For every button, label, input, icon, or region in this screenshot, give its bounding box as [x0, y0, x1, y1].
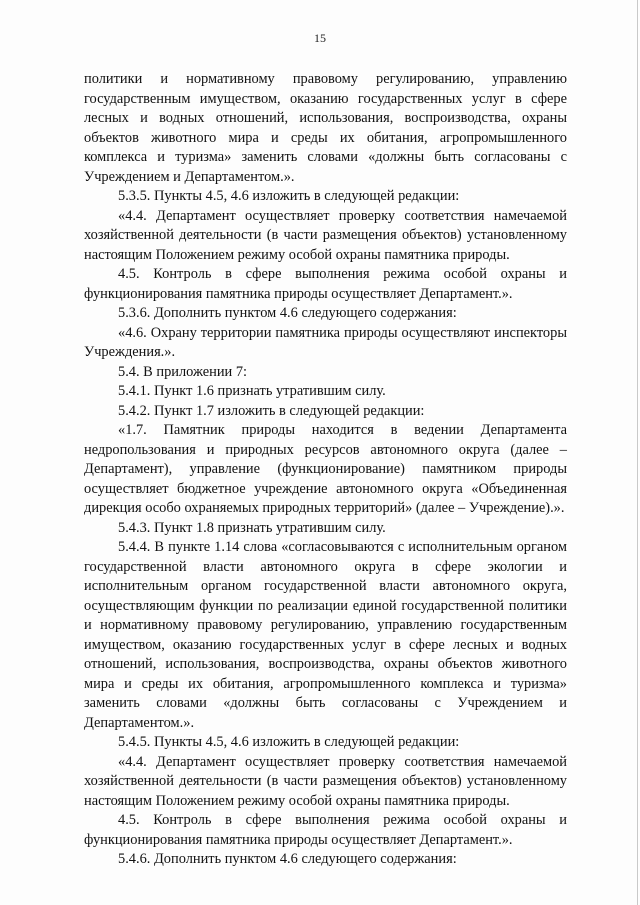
paragraph-5-4-6: 5.4.6. Дополнить пунктом 4.6 следующего содержания:: [118, 851, 457, 867]
paragraph-1-7: «1.7. Памятник природы находится в ведении Департамента недропользования и природных ресурсов автономного округа (далее – Департамент), управление (функционирование) памятником природы осуществляет бюджетное учреждение автономного округа «Объединенная дирекция особо охраняемых природных территорий» (далее – Учреждение).».: [84, 422, 567, 516]
page-number: 15: [314, 31, 326, 45]
paragraph-4-6: «4.6. Охрану территории памятника природы осуществляют инспекторы Учреждения.».: [84, 324, 567, 360]
paragraph-5-4-2: 5.4.2. Пункт 1.7 изложить в следующей редакции:: [118, 402, 425, 419]
paragraph-5-3-6: 5.3.6. Дополнить пунктом 4.6 следующего содержания:: [118, 305, 457, 321]
page-edge: [637, 0, 638, 905]
paragraph-continuation: политики и нормативному правовому регулированию, управлению государственным имуществом, оказанию государственных услуг в сфере лесных и водных отношений, использования, воспроизводства, охраны объектов животного мира и среды их обитания, агропромышленного комплекса и туризма» заменить словами «должны быть согласованы с Учреждением и Департаментом.».: [84, 71, 567, 185]
paragraph-5-4-1: 5.4.1. Пункт 1.6 признать утратившим силу.: [118, 383, 386, 399]
paragraph-5-4: 5.4. В приложении 7:: [118, 363, 248, 380]
document-body: [84, 70, 567, 870]
paragraph-5-3-5: 5.3.5. Пункты 4.5, 4.6 изложить в следующей редакции:: [118, 188, 460, 204]
paragraph-4-4: «4.4. Департамент осуществляет проверку соответствия намечаемой хозяйственной деятельности (в части размещения объектов) установленному настоящим Положением режиму особой охраны памятника природы.: [84, 207, 567, 263]
paragraph-4-5: 4.5. Контроль в сфере выполнения режима особой охраны и функционирования памятника природы осуществляет Департамент.».: [84, 266, 567, 302]
paragraph-4-5-second: 4.5. Контроль в сфере выполнения режима особой охраны и функционирования памятника природы осуществляет Департамент.».: [84, 812, 567, 848]
paragraph-4-4-second: «4.4. Департамент осуществляет проверку соответствия намечаемой хозяйственной деятельности (в части размещения объектов) установленному настоящим Положением режиму особой охраны памятника природы.: [84, 753, 567, 809]
paragraph-5-4-5: 5.4.5. Пункты 4.5, 4.6 изложить в следующей редакции:: [118, 734, 460, 750]
paragraph-5-4-3: 5.4.3. Пункт 1.8 признать утратившим силу.: [118, 519, 386, 536]
paragraph-5-4-4: 5.4.4. В пункте 1.14 слова «согласовываются с исполнительным органом государственной власти автономного округа в сфере экологии и исполнительным органом государственной власти автономного округа, осуществляющим функции по реализации единой государственной политики и нормативному правовому регулированию, управлению государственным имуществом, оказанию государственных услуг в сфере лесных и водных отношений, использования, воспроизводства, охраны объектов животного мира и среды их обитания, агропромышленного комплекса и туризма» заменить словами «должны быть согласованы с Учреждением и Департаментом.».: [84, 539, 567, 731]
